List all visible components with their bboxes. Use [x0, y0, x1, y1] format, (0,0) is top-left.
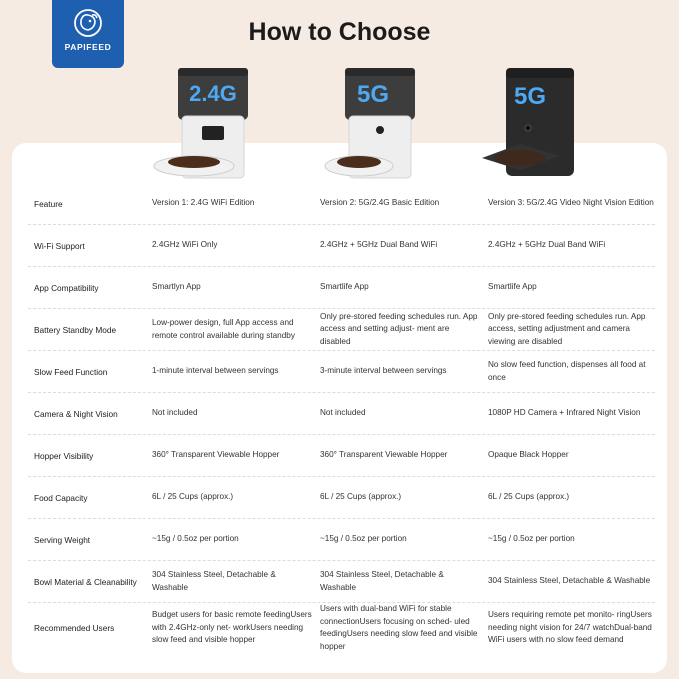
- table-row: [28, 435, 655, 477]
- cell-v2: 360° Transparent Viewable Hopper: [320, 450, 448, 460]
- table-row: [28, 477, 655, 519]
- cell-v2: 304 Stainless Steel, Detachable & Washable: [320, 570, 444, 592]
- cell-v3: Version 3: 5G/2.4G Video Night Vision Edition: [488, 198, 654, 208]
- row-label: App Compatibility: [34, 282, 99, 293]
- cell-v3: Opaque Black Hopper: [488, 450, 569, 460]
- cell-v1: 1-minute interval between servings: [152, 366, 279, 376]
- row-label: Battery Standby Mode: [34, 324, 117, 335]
- table-row: [28, 183, 655, 225]
- cell-v1: ~15g / 0.5oz per portion: [152, 534, 239, 544]
- cell-v1: 304 Stainless Steel, Detachable & Washable: [152, 570, 276, 592]
- row-label: Feature: [34, 198, 63, 209]
- row-label: Camera & Night Vision: [34, 408, 118, 419]
- product-image-v1: [152, 66, 264, 190]
- cell-v2: 2.4GHz + 5GHz Dual Band WiFi: [320, 240, 438, 250]
- row-label: Food Capacity: [34, 492, 88, 503]
- cell-v3: Users requiring remote pet monito- ringUsers needing night vision for 24/7 watchDual-band WiFi users with no slow feed demand: [488, 610, 652, 645]
- cell-v2: 6L / 25 Cups (approx.): [320, 492, 402, 502]
- row-label: Slow Feed Function: [34, 366, 108, 377]
- table-row: [28, 351, 655, 393]
- cell-v1: Smartlyn App: [152, 282, 201, 292]
- cell-v2: Only pre-stored feeding schedules run. App access and setting adjust- ment are disabled: [320, 311, 478, 346]
- cell-v1: 6L / 25 Cups (approx.): [152, 492, 234, 502]
- cell-v3: No slow feed function, dispenses all food at once: [488, 360, 646, 382]
- product-image-v2: [323, 66, 435, 190]
- cell-v3: 304 Stainless Steel, Detachable & Washable: [488, 576, 651, 586]
- product-image-v3: [480, 66, 592, 190]
- table-row: [28, 393, 655, 435]
- cell-v3: ~15g / 0.5oz per portion: [488, 534, 575, 544]
- cell-v1: Budget users for basic remote feedingUsers with 2.4GHz-only net- workUsers needing slow feed and visible hopper: [152, 610, 312, 645]
- cell-v1: Not included: [152, 408, 198, 418]
- table-row: [28, 267, 655, 309]
- table-row: [28, 519, 655, 561]
- cell-v3: Smartlife App: [488, 282, 537, 292]
- cell-v2: Version 2: 5G/2.4G Basic Edition: [320, 198, 440, 208]
- cell-v2: Not included: [320, 408, 366, 418]
- row-label: Hopper Visibility: [34, 450, 94, 461]
- table-row: [28, 225, 655, 267]
- cell-v3: 6L / 25 Cups (approx.): [488, 492, 570, 502]
- cell-v1: Low-power design, full App access and remote control available during standby: [152, 318, 295, 340]
- product-badge: 2.4G: [189, 81, 237, 106]
- cell-v1: 2.4GHz WiFi Only: [152, 240, 218, 250]
- row-label: Wi-Fi Support: [34, 240, 85, 251]
- product-badge: 5G: [356, 81, 390, 108]
- row-label: Recommended Users: [34, 623, 115, 633]
- cell-v1: Version 1: 2.4G WiFi Edition: [152, 198, 255, 208]
- table-row: [28, 309, 655, 351]
- cell-v3: 2.4GHz + 5GHz Dual Band WiFi: [488, 240, 606, 250]
- cell-v2: Users with dual-band WiFi for stable connectionUsers focusing on sched- uled feedingUsers needing slow feed and visible hopper: [320, 604, 478, 651]
- page-title: How to Choose: [248, 18, 431, 46]
- cell-v2: ~15g / 0.5oz per portion: [320, 534, 407, 544]
- row-label: Serving Weight: [34, 534, 91, 545]
- table-row: [28, 561, 655, 603]
- cell-v2: 3-minute interval between servings: [320, 366, 447, 376]
- brand-name: PAPIFEED: [64, 42, 112, 52]
- cell-v3: Only pre-stored feeding schedules run. App access, setting adjustment and camera viewing are disabled: [488, 311, 646, 346]
- product-badge: 5G: [513, 83, 547, 110]
- row-label: Bowl Material & Cleanability: [34, 576, 137, 587]
- cell-v3: 1080P HD Camera + Infrared Night Vision: [488, 408, 641, 418]
- cell-v2: Smartlife App: [320, 282, 369, 292]
- table-row: [28, 603, 655, 653]
- cell-v1: 360° Transparent Viewable Hopper: [152, 450, 280, 460]
